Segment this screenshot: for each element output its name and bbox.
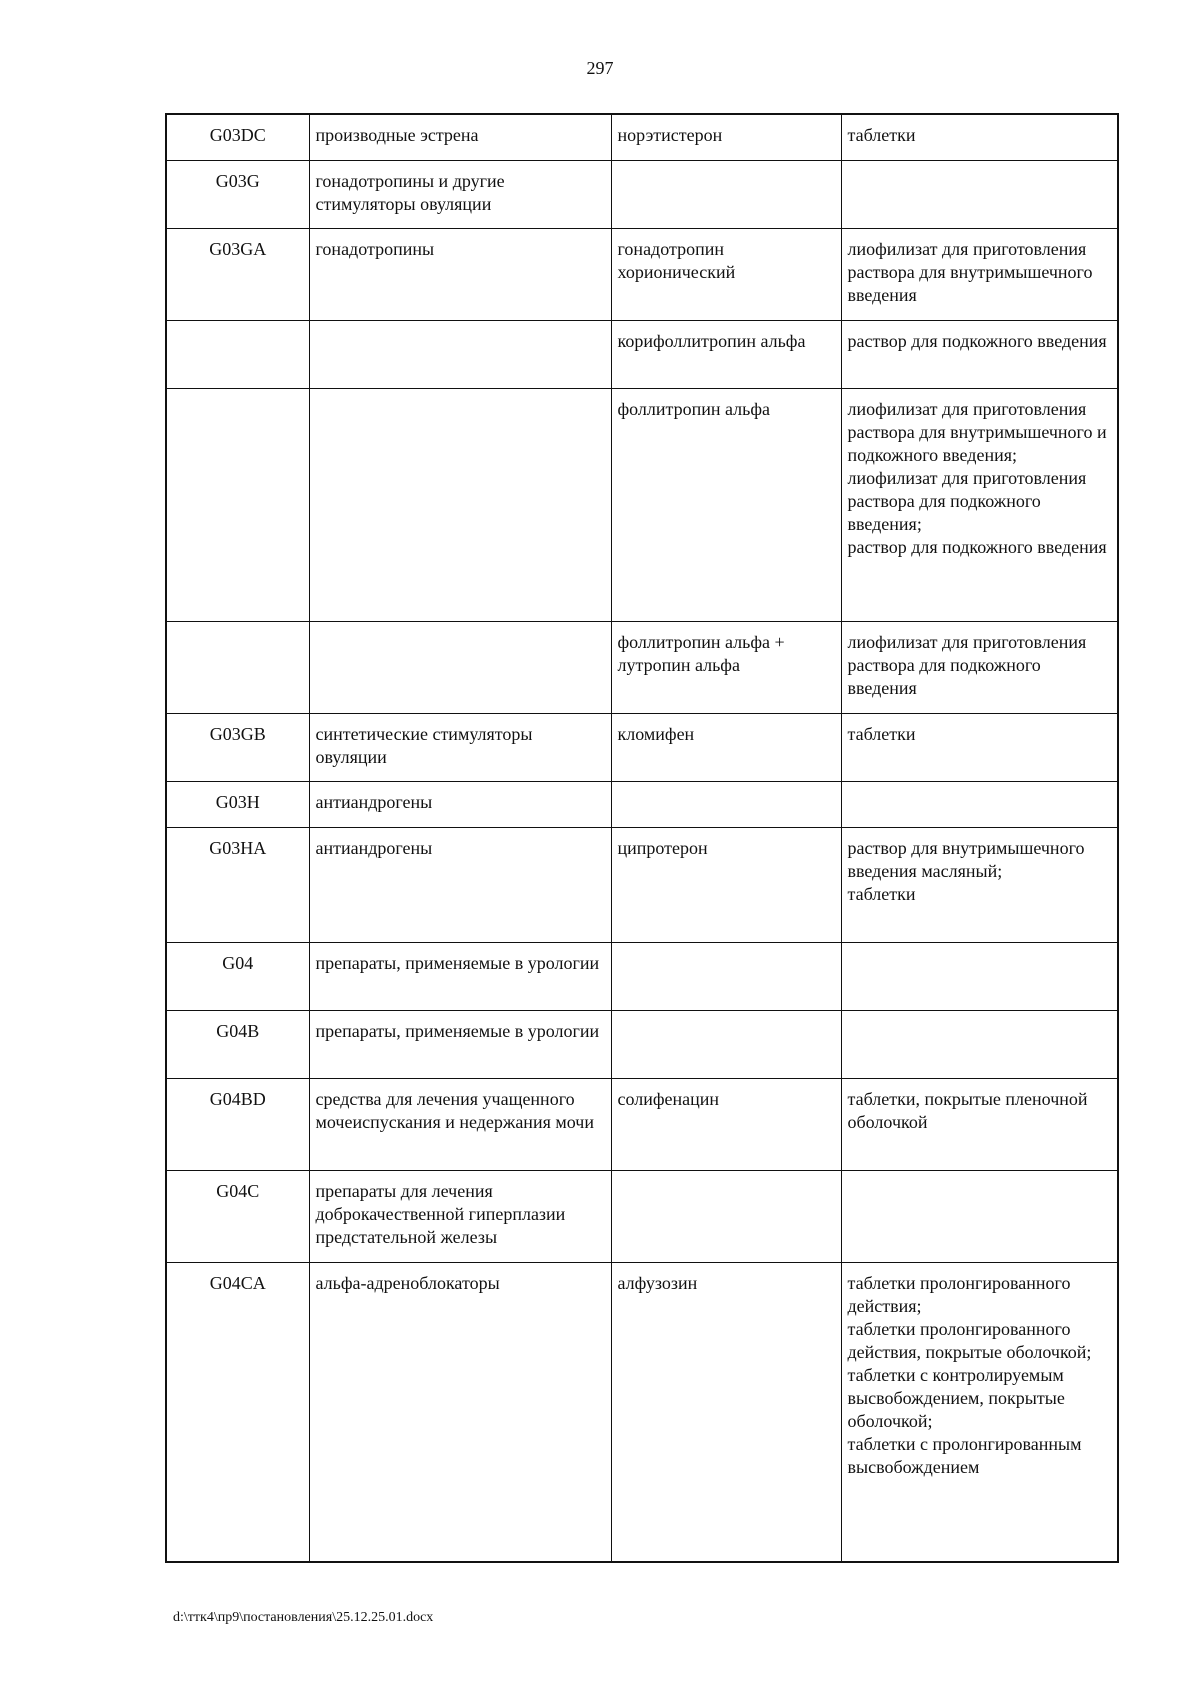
drug-cell: ципротерон — [611, 827, 841, 942]
drug-cell: гонадотропин хорионический — [611, 228, 841, 320]
table-row — [166, 781, 1118, 827]
form-cell: лиофилизат для приготовления раствора для внутримышечного и подкожного введения; лиофилизат для приготовления раствора для подкожного введения; раствор для подкожного введения — [841, 388, 1118, 621]
drug-table — [165, 113, 1119, 1563]
form-cell: таблетки, покрытые пленочной оболочкой — [841, 1078, 1118, 1170]
group-cell: производные эстрена — [309, 114, 611, 160]
group-cell: гонадотропины — [309, 228, 611, 320]
atc-code-cell: G04BD — [166, 1078, 309, 1170]
group-cell: гонадотропины и другие стимуляторы овуляции — [309, 160, 611, 228]
group-cell: препараты для лечения доброкачественной гиперплазии предстательной железы — [309, 1170, 611, 1262]
drug-cell — [611, 781, 841, 827]
page-number: 297 — [586, 58, 614, 78]
atc-code-cell: G04CA — [166, 1262, 309, 1562]
form-cell — [841, 1170, 1118, 1262]
group-cell: антиандрогены — [309, 781, 611, 827]
atc-code-cell — [166, 320, 309, 388]
drug-cell: фоллитропин альфа + лутропин альфа — [611, 621, 841, 713]
table-row — [166, 1010, 1118, 1078]
form-cell — [841, 781, 1118, 827]
form-cell: лиофилизат для приготовления раствора для подкожного введения — [841, 621, 1118, 713]
table-row — [166, 942, 1118, 1010]
form-cell: таблетки — [841, 713, 1118, 781]
group-cell — [309, 621, 611, 713]
form-cell: таблетки пролонгированного действия; таблетки пролонгированного действия, покрытые оболочкой; таблетки с контролируемым высвобождением, покрытые оболочкой; таблетки с пролонгированным высвобождением — [841, 1262, 1118, 1562]
drug-cell — [611, 942, 841, 1010]
drug-cell: солифенацин — [611, 1078, 841, 1170]
table-row — [166, 621, 1118, 713]
table-row — [166, 228, 1118, 320]
table-row — [166, 160, 1118, 228]
group-cell — [309, 388, 611, 621]
table-row — [166, 1262, 1118, 1562]
drug-cell — [611, 160, 841, 228]
drug-cell: кломифен — [611, 713, 841, 781]
form-cell: раствор для внутримышечного введения масляный; таблетки — [841, 827, 1118, 942]
atc-code-cell — [166, 388, 309, 621]
group-cell — [309, 320, 611, 388]
atc-code-cell: G03HA — [166, 827, 309, 942]
atc-code-cell: G04 — [166, 942, 309, 1010]
atc-code-cell — [166, 621, 309, 713]
table-row — [166, 1170, 1118, 1262]
file-path-footer: d:\ттк4\пр9\постановления\25.12.25.01.docx — [173, 1610, 434, 1625]
atc-code-cell: G03H — [166, 781, 309, 827]
form-cell: раствор для подкожного введения — [841, 320, 1118, 388]
drug-cell: фоллитропин альфа — [611, 388, 841, 621]
group-cell: антиандрогены — [309, 827, 611, 942]
atc-code-cell: G03DC — [166, 114, 309, 160]
group-cell: препараты, применяемые в урологии — [309, 942, 611, 1010]
form-cell: лиофилизат для приготовления раствора для внутримышечного введения — [841, 228, 1118, 320]
drug-cell — [611, 1170, 841, 1262]
atc-code-cell: G03G — [166, 160, 309, 228]
table-row — [166, 388, 1118, 621]
atc-code-cell: G04B — [166, 1010, 309, 1078]
atc-code-cell: G03GA — [166, 228, 309, 320]
group-cell: средства для лечения учащенного мочеиспускания и недержания мочи — [309, 1078, 611, 1170]
drug-cell: алфузозин — [611, 1262, 841, 1562]
table-row — [166, 713, 1118, 781]
atc-code-cell: G03GB — [166, 713, 309, 781]
table-row — [166, 114, 1118, 160]
form-cell — [841, 942, 1118, 1010]
table-row — [166, 827, 1118, 942]
group-cell: препараты, применяемые в урологии — [309, 1010, 611, 1078]
drug-cell: норэтистерон — [611, 114, 841, 160]
form-cell — [841, 1010, 1118, 1078]
table-row — [166, 320, 1118, 388]
form-cell: таблетки — [841, 114, 1118, 160]
group-cell: альфа-адреноблокаторы — [309, 1262, 611, 1562]
group-cell: синтетические стимуляторы овуляции — [309, 713, 611, 781]
form-cell — [841, 160, 1118, 228]
atc-code-cell: G04C — [166, 1170, 309, 1262]
drug-cell — [611, 1010, 841, 1078]
drug-cell: корифоллитропин альфа — [611, 320, 841, 388]
table-row — [166, 1078, 1118, 1170]
